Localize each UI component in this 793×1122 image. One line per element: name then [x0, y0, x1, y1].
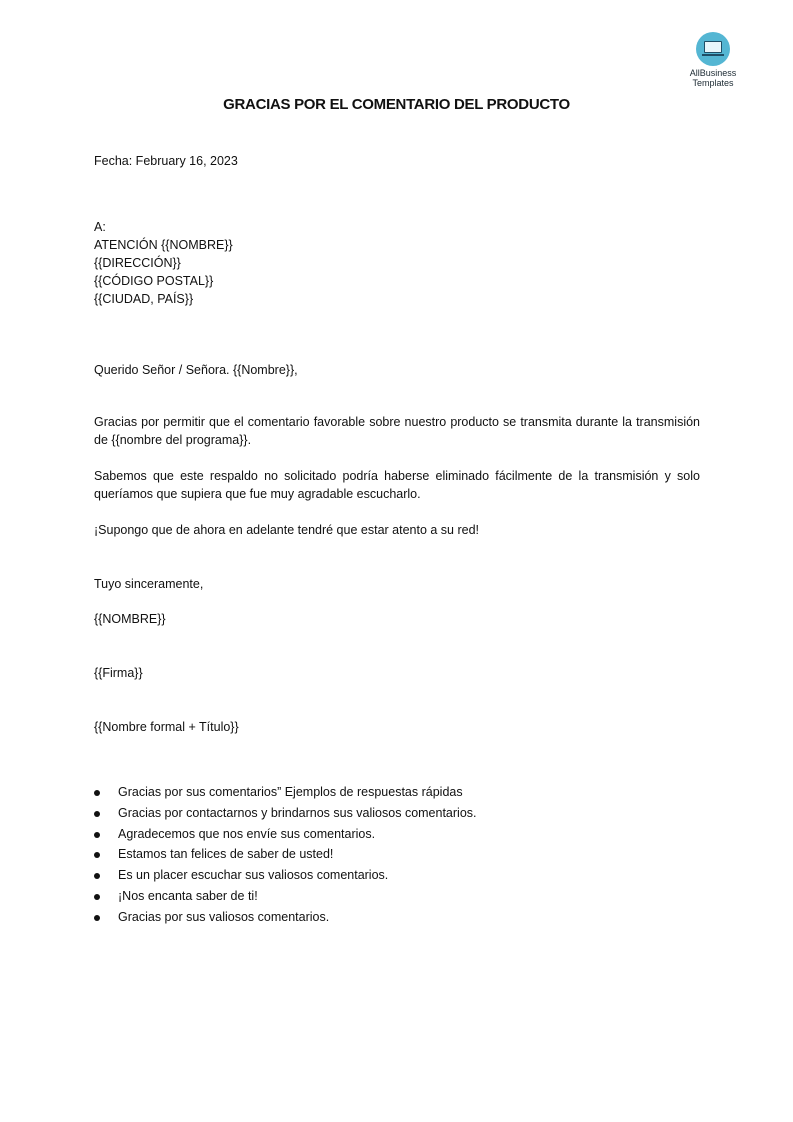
list-item-text: Gracias por sus comentarios” Ejemplos de respuestas rápidas — [118, 785, 463, 799]
response-examples-list — [94, 782, 477, 928]
bullet-icon — [94, 894, 100, 900]
recipient-address: {{DIRECCIÓN}} — [94, 256, 181, 270]
recipient-city-country: {{CIUDAD, PAÍS}} — [94, 292, 194, 306]
body-paragraph-2: Sabemos que este respaldo no solicitado podría haberse eliminado fácilmente de la transmisión y solo queríamos que supiera que fue muy agradable escucharlo. — [94, 469, 700, 501]
list-item — [94, 907, 477, 928]
logo-text — [682, 68, 744, 88]
logo-line-1: AllBusiness — [689, 68, 737, 78]
date-line: Fecha: February 16, 2023 — [94, 154, 238, 168]
recipient-postal: {{CÓDIGO POSTAL}} — [94, 274, 214, 288]
list-item — [94, 886, 477, 907]
sender-name: {{NOMBRE}} — [94, 612, 166, 626]
list-item-text: Agradecemos que nos envíe sus comentarios. — [118, 826, 376, 841]
bullet-icon — [94, 873, 100, 879]
body-paragraph-1: Gracias por permitir que el comentario favorable sobre nuestro producto se transmita durante la transmisión de {{nombre del programa}}. — [94, 415, 700, 447]
list-item — [94, 782, 477, 803]
bullet-icon — [94, 832, 100, 838]
list-item — [94, 803, 477, 824]
body-paragraph-3: ¡Supongo que de ahora en adelante tendré que estar atento a su red! — [94, 523, 480, 537]
list-item-text: Gracias por sus valiosos comentarios. — [118, 909, 330, 924]
recipient-block — [94, 218, 700, 308]
bullet-icon — [94, 852, 100, 858]
sign-off: Tuyo sinceramente, — [94, 577, 204, 591]
document-title: GRACIAS POR EL COMENTARIO DEL PRODUCTO — [223, 96, 570, 113]
list-item-text: Estamos tan felices de saber de usted! — [118, 847, 334, 862]
list-item — [94, 824, 477, 845]
bullet-icon — [94, 915, 100, 921]
list-item — [94, 844, 477, 865]
recipient-to: A: — [94, 220, 106, 234]
signature-placeholder: {{Firma}} — [94, 666, 143, 680]
recipient-attention: ATENCIÓN {{NOMBRE}} — [94, 238, 233, 252]
list-item-text: Gracias por contactarnos y brindarnos sus valiosos comentarios. — [118, 805, 477, 820]
bullet-icon — [94, 790, 100, 796]
list-item-text: ¡Nos encanta saber de ti! — [118, 888, 258, 903]
list-item — [94, 865, 477, 886]
bullet-icon — [94, 811, 100, 817]
laptop-icon — [696, 32, 730, 66]
formal-name-title: {{Nombre formal + Título}} — [94, 720, 239, 734]
allbusiness-logo — [682, 32, 744, 88]
list-item-text: Es un placer escuchar sus valiosos comentarios. — [118, 868, 389, 883]
salutation: Querido Señor / Señora. {{Nombre}}, — [94, 363, 298, 377]
logo-line-2: Templates — [692, 78, 734, 88]
